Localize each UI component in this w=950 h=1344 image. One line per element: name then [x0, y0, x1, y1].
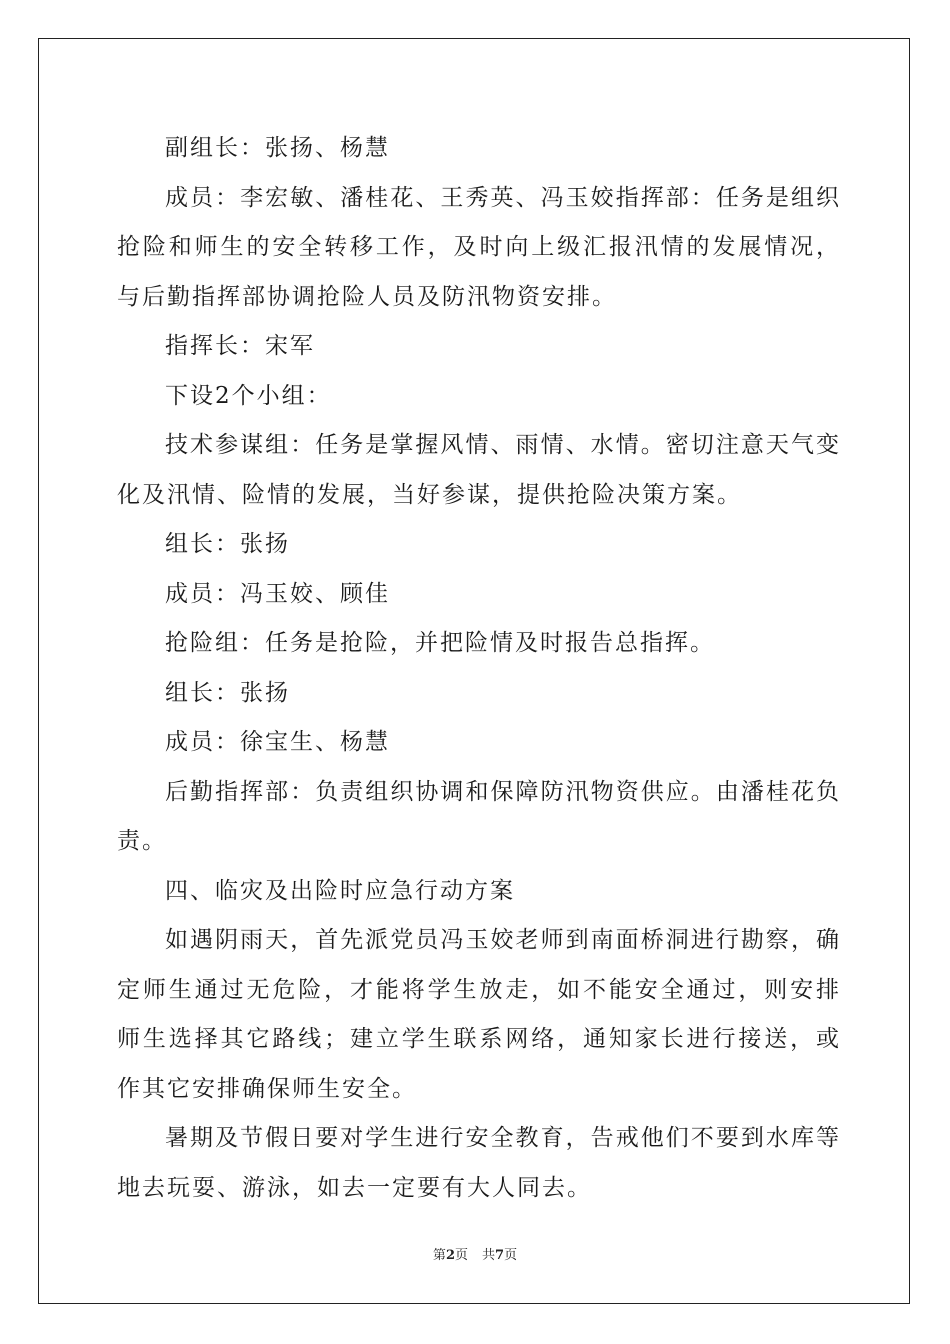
paragraph-rescue-group: 抢险组：任务是抢险，并把险情及时报告总指挥。 — [165, 630, 715, 656]
paragraph-rainy-day-plan: 如遇阴雨天，首先派党员冯玉姣老师到南面桥洞进行勘察，确定师生通过无危险，才能将学生放走，如不能安全通过，则安排师生选择其它路线；建立学生联系网络，通知家长进行接送，或作其它安排确保师生安全。 — [117, 927, 841, 1102]
section-heading-emergency-plan: 四、临灾及出险时应急行动方案 — [165, 877, 515, 904]
paragraph-commander: 指挥长：宋军 — [165, 333, 315, 359]
document-body — [117, 124, 841, 1213]
footer-page-prefix: 第 — [432, 1248, 446, 1263]
footer-total-number: 7 — [495, 1248, 505, 1263]
paragraph-rescue-leader: 组长：张扬 — [165, 679, 290, 706]
paragraph-deputy-leaders: 副组长：张扬、杨慧 — [165, 135, 390, 161]
paragraph-tech-group: 技术参谋组：任务是掌握风情、雨情、水情。密切注意天气变化及汛情、险情的发展，当好参谋，提供抢险决策方案。 — [117, 432, 841, 508]
footer-page-suffix: 页 — [454, 1248, 468, 1263]
paragraph-tech-leader: 组长：张扬 — [165, 531, 290, 557]
paragraph-subgroups: 下设2个小组： — [165, 382, 332, 409]
footer-total-suffix: 页 — [504, 1248, 518, 1263]
paragraph-logistics: 后勤指挥部：负责组织协调和保障防汛物资供应。由潘桂花负责。 — [117, 778, 841, 854]
paragraph-tech-members: 成员：冯玉姣、顾佳 — [165, 580, 390, 607]
paragraph-holiday-safety: 暑期及节假日要对学生进行安全教育，告戒他们不要到水库等地去玩耍、游泳，如去一定要有大人同去。 — [117, 1125, 841, 1201]
paragraph-command-members: 成员：李宏敏、潘桂花、王秀英、冯玉姣指挥部：任务是组织抢险和师生的安全转移工作，及时向上级汇报汛情的发展情况，与后勤指挥部协调抢险人员及防汛物资安排。 — [117, 184, 841, 310]
footer-page-number: 2 — [445, 1248, 455, 1263]
footer-total-prefix: 共 — [482, 1248, 496, 1263]
page-footer — [0, 1244, 950, 1263]
paragraph-rescue-members: 成员：徐宝生、杨慧 — [165, 729, 390, 755]
